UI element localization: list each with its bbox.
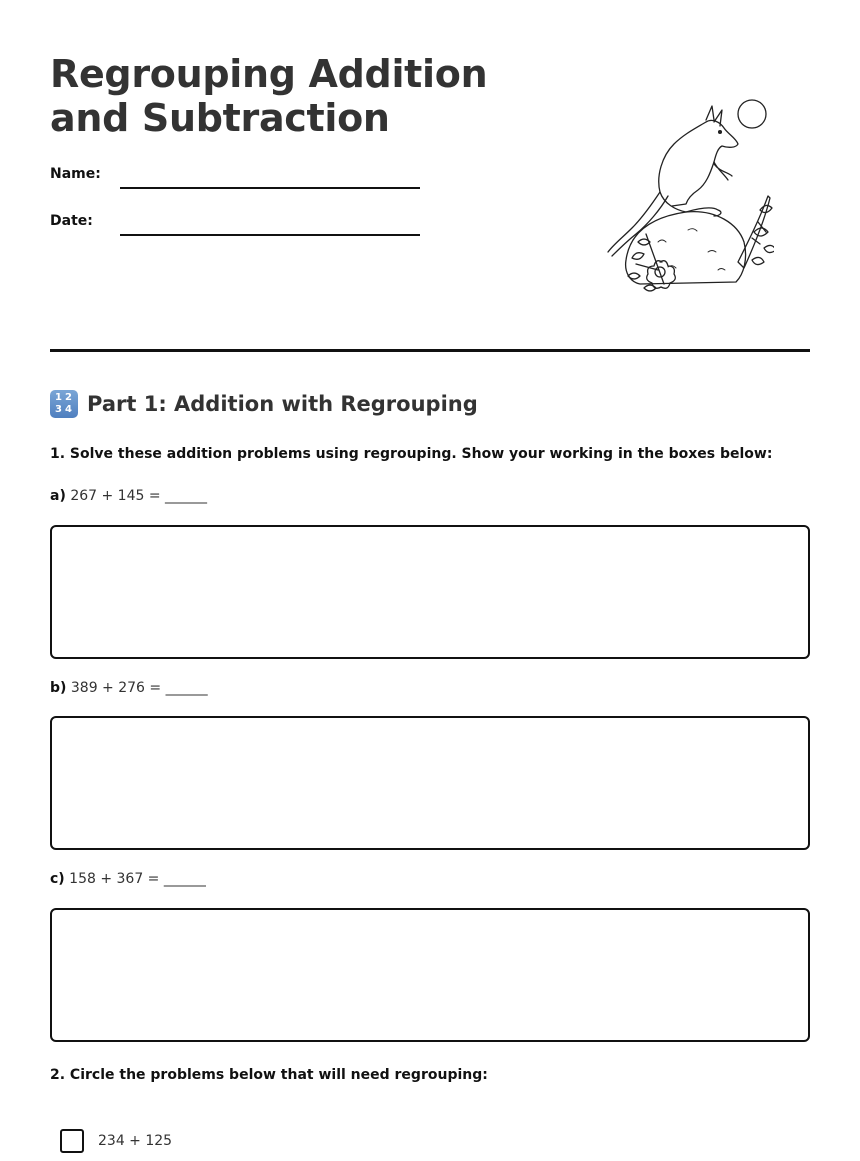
working-box-b[interactable] bbox=[50, 716, 810, 850]
part1-header bbox=[50, 389, 478, 419]
checkbox[interactable] bbox=[60, 1129, 84, 1153]
question-2: 2. Circle the problems below that will need regrouping: bbox=[50, 1067, 488, 1083]
kangaroo-illustration bbox=[568, 92, 774, 298]
circle-option[interactable] bbox=[60, 1129, 172, 1153]
input-numbers-icon: 1 2 3 4 bbox=[50, 390, 78, 418]
name-label: Name: bbox=[50, 166, 101, 182]
name-field[interactable] bbox=[120, 187, 420, 189]
kangaroo-icon bbox=[608, 106, 738, 256]
worksheet-title bbox=[50, 52, 530, 140]
section-divider bbox=[50, 349, 810, 352]
title-line-1: Regrouping Addition bbox=[50, 52, 488, 96]
part1-heading: Part 1: Addition with Regrouping bbox=[87, 392, 478, 416]
problem-c-text: 158 + 367 = ______ bbox=[69, 871, 206, 887]
problem-c-letter: c) bbox=[50, 871, 65, 887]
rock-icon bbox=[626, 212, 746, 284]
problem-a-text: 267 + 145 = ______ bbox=[70, 488, 208, 504]
worksheet-page bbox=[50, 0, 810, 1161]
problem-a bbox=[50, 488, 207, 504]
problem-c bbox=[50, 871, 206, 887]
working-box-a[interactable] bbox=[50, 525, 810, 659]
problem-b-text: 389 + 276 = ______ bbox=[70, 680, 208, 696]
moon-icon bbox=[738, 100, 766, 128]
date-field[interactable] bbox=[120, 234, 420, 236]
working-box-c[interactable] bbox=[50, 908, 810, 1042]
circle-option-text: 234 + 125 bbox=[98, 1133, 173, 1149]
date-label: Date: bbox=[50, 213, 93, 229]
question-1: 1. Solve these addition problems using regrouping. Show your working in the boxes below: bbox=[50, 446, 773, 462]
problem-b bbox=[50, 680, 208, 696]
problem-b-letter: b) bbox=[50, 680, 67, 696]
title-line-2: and Subtraction bbox=[50, 96, 390, 140]
problem-a-letter: a) bbox=[50, 488, 66, 504]
